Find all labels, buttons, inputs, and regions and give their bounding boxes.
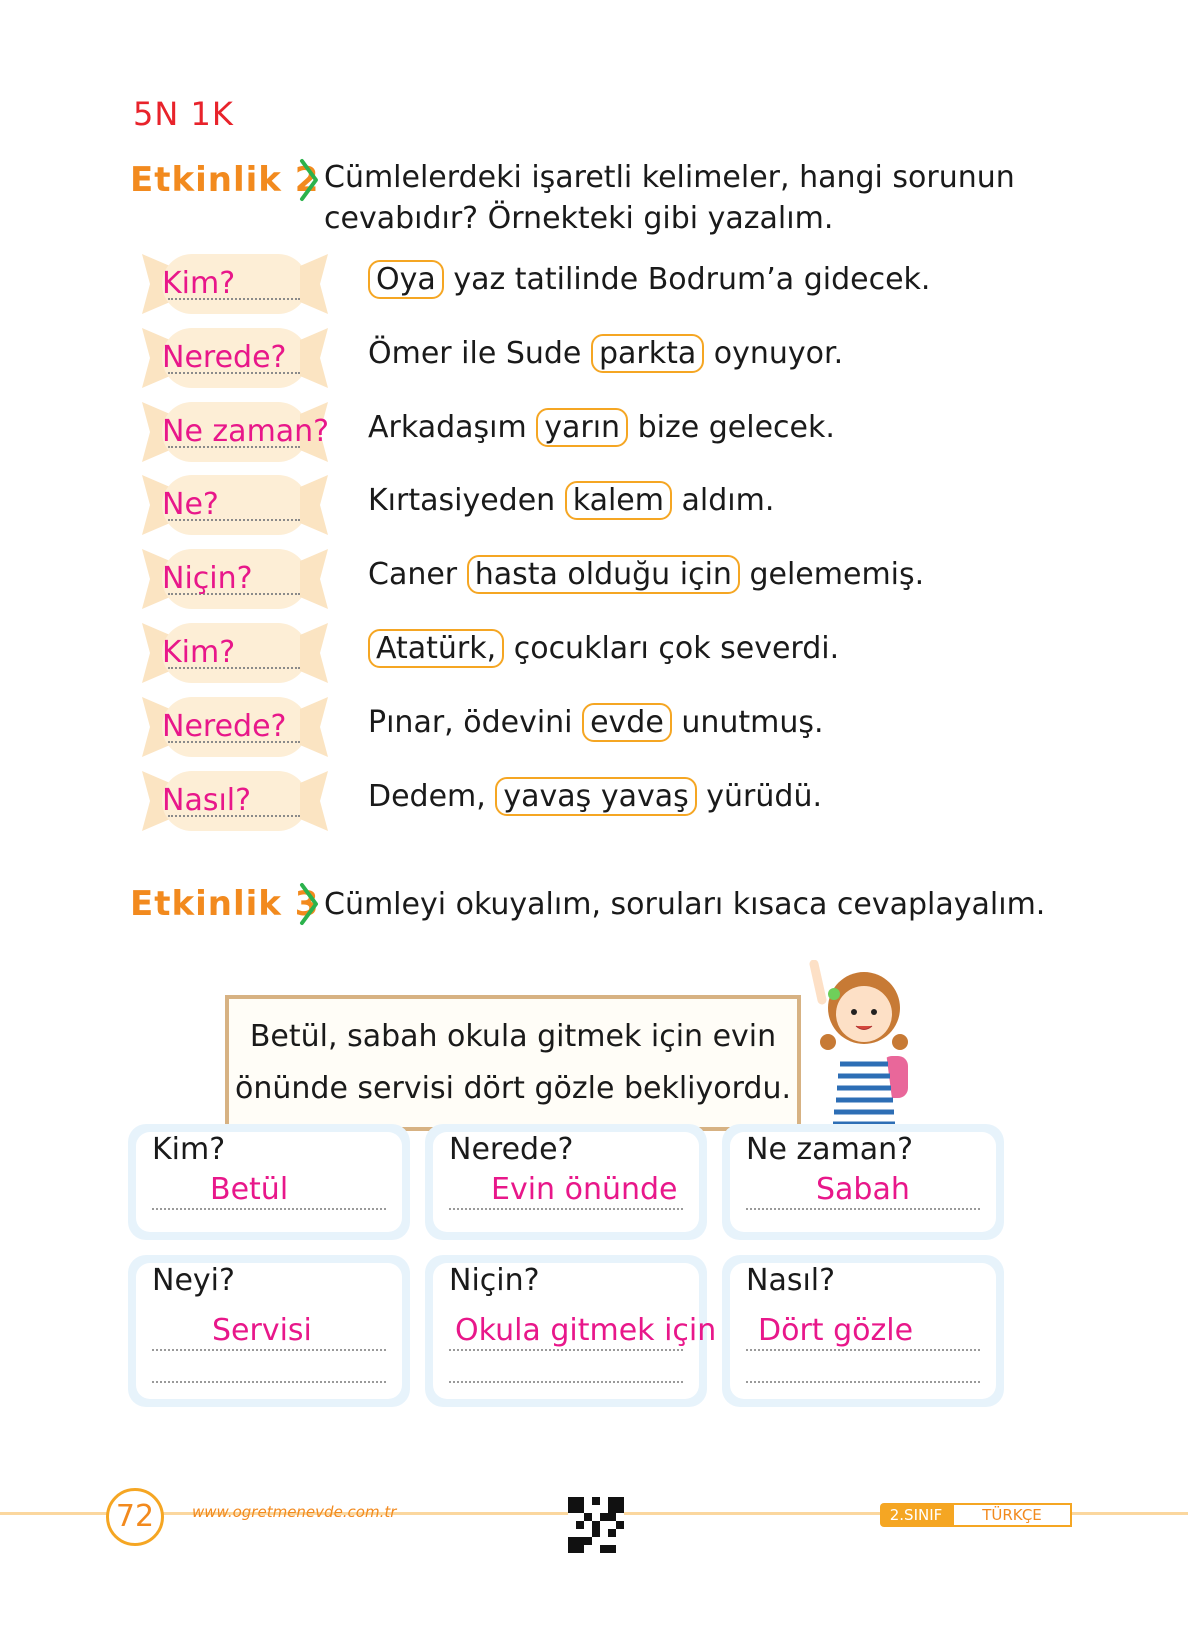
answer-candy [140, 621, 330, 685]
candy-wrap-icon [300, 769, 330, 833]
marked-word: Oya [368, 260, 444, 299]
marked-word: yavaş yavaş [495, 777, 696, 816]
sentence-after: aldım. [681, 483, 775, 518]
card-answer: Sabah [816, 1172, 910, 1207]
marked-word: hasta olduğu için [467, 555, 740, 594]
sentence [368, 406, 835, 450]
topic-code: 5N 1K [133, 95, 234, 133]
answer-candy [140, 473, 330, 537]
answer-text: Ne? [162, 487, 219, 522]
sentence-after: yaz tatilinde Bodrum’a gidecek. [453, 262, 931, 297]
card-answer: Evin önünde [491, 1172, 678, 1207]
marked-word: Atatürk, [368, 629, 504, 668]
activity-2-label: Etkinlik 2 [130, 160, 320, 200]
candy-wrap-icon [300, 547, 330, 611]
answer-text: Kim? [162, 635, 236, 670]
sentence-before: Arkadaşım [368, 410, 527, 445]
marked-word: parkta [591, 334, 704, 373]
card-question: Ne zaman? [746, 1132, 914, 1167]
sentence [368, 258, 930, 302]
answer-text: Nerede? [162, 340, 287, 375]
answer-text: Niçin? [162, 561, 253, 596]
sentence [368, 627, 839, 671]
sentence-before: Caner [368, 557, 458, 592]
sentence-after: çocukları çok severdi. [513, 631, 840, 666]
card-question: Neyi? [152, 1263, 235, 1298]
card-dotted-line [746, 1381, 980, 1383]
sentence-after: gelememiş. [749, 557, 925, 592]
sentence-before: Pınar, ödevini [368, 705, 573, 740]
card-dotted-line [152, 1381, 386, 1383]
subject-label: TÜRKÇE [952, 1503, 1072, 1527]
reading-text-line2: önünde servisi dört gözle bekliyordu. [235, 1071, 791, 1106]
candy-wrap-icon [300, 473, 330, 537]
chevron-right-icon [298, 158, 320, 202]
card-dotted-line [746, 1349, 980, 1351]
sentence-after: yürüdü. [706, 779, 822, 814]
sentence-after: unutmuş. [681, 705, 824, 740]
answer-text: Ne zaman? [162, 414, 330, 449]
card-dotted-line [449, 1208, 683, 1210]
candy-wrap-icon [300, 326, 330, 390]
card-dotted-line [746, 1208, 980, 1210]
activity-3-instruction: Cümleyi okuyalım, soruları kısaca cevaplayalım. [324, 887, 1046, 922]
answer-candy [140, 400, 330, 464]
card-answer: Okula gitmek için [455, 1313, 717, 1348]
card-answer: Dört gözle [758, 1313, 914, 1348]
answer-card [722, 1124, 1004, 1240]
answer-text: Nerede? [162, 709, 287, 744]
card-question: Kim? [152, 1132, 226, 1167]
reading-text-line1: Betül, sabah okula gitmek için evin [249, 1019, 777, 1054]
page-number: 72 [106, 1488, 164, 1546]
answer-candy [140, 547, 330, 611]
reading-text-frame [225, 995, 801, 1131]
card-answer: Servisi [212, 1313, 312, 1348]
marked-word: kalem [565, 481, 672, 520]
activity-3-label: Etkinlik 3 [130, 884, 320, 924]
answer-candy [140, 695, 330, 759]
answer-card [128, 1255, 410, 1407]
sentence-before: Dedem, [368, 779, 486, 814]
answer-candy [140, 326, 330, 390]
card-dotted-line [449, 1349, 683, 1351]
answer-card [722, 1255, 1004, 1407]
card-question: Niçin? [449, 1263, 540, 1298]
candy-wrap-icon [300, 252, 330, 316]
card-question: Nerede? [449, 1132, 574, 1167]
sentence [368, 775, 822, 819]
qr-code-icon[interactable] [568, 1497, 624, 1553]
answer-candy [140, 769, 330, 833]
card-dotted-line [152, 1208, 386, 1210]
card-question: Nasıl? [746, 1263, 836, 1298]
card-dotted-line [152, 1349, 386, 1351]
sentence [368, 553, 924, 597]
marked-word: yarın [536, 408, 628, 447]
marked-word: evde [582, 703, 672, 742]
answer-card [128, 1124, 410, 1240]
website-url[interactable]: www.ogretmenevde.com.tr [192, 1503, 397, 1521]
answer-card [425, 1124, 707, 1240]
activity-2-instruction-line1: Cümlelerdeki işaretli kelimeler, hangi sorunun [324, 160, 1015, 195]
candy-wrap-icon [300, 695, 330, 759]
sentence [368, 701, 824, 745]
card-answer: Betül [210, 1172, 289, 1207]
answer-candy [140, 252, 330, 316]
answer-text: Kim? [162, 266, 236, 301]
sentence-before: Kırtasiyeden [368, 483, 556, 518]
card-dotted-line [449, 1381, 683, 1383]
chevron-right-icon [298, 882, 320, 926]
sentence-before: Ömer ile Sude [368, 336, 582, 371]
candy-wrap-icon [300, 621, 330, 685]
activity-2-instruction-line2: cevabıdır? Örnekteki gibi yazalım. [324, 201, 834, 236]
sentence [368, 332, 843, 376]
sentence-after: oynuyor. [713, 336, 844, 371]
sentence-after: bize gelecek. [637, 410, 835, 445]
grade-label: 2.SINIF [880, 1503, 952, 1527]
answer-card [425, 1255, 717, 1407]
answer-text: Nasıl? [162, 783, 252, 818]
sentence [368, 479, 774, 523]
